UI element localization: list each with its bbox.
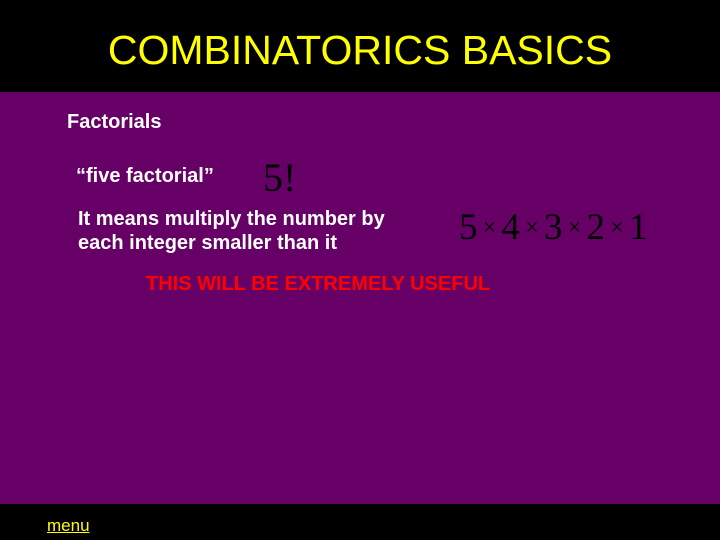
multiply-sign: × [567,215,582,241]
product-term: 5 [459,207,478,248]
factorial-name: “five factorial” [76,165,214,187]
product-term: 3 [544,207,563,248]
content-panel [0,92,720,504]
explanation-line-1: It means multiply the number by [78,208,385,230]
product-term: 4 [501,207,520,248]
factorial-product [459,206,648,250]
multiply-sign: × [482,215,497,241]
factorial-notation: 5! [263,155,297,200]
emphasis-note: THIS WILL BE EXTREMELY USEFUL [146,273,491,295]
product-term: 2 [586,207,605,248]
section-heading: Factorials [67,111,162,133]
explanation-line-2: each integer smaller than it [78,232,337,254]
menu-link[interactable]: menu [47,516,90,535]
product-term: 1 [629,207,648,248]
footer-bar [0,504,720,540]
factorial-explanation [78,207,385,255]
multiply-sign: × [525,215,539,241]
multiply-sign: × [610,215,624,241]
slide-title: COMBINATORICS BASICS [107,27,613,73]
